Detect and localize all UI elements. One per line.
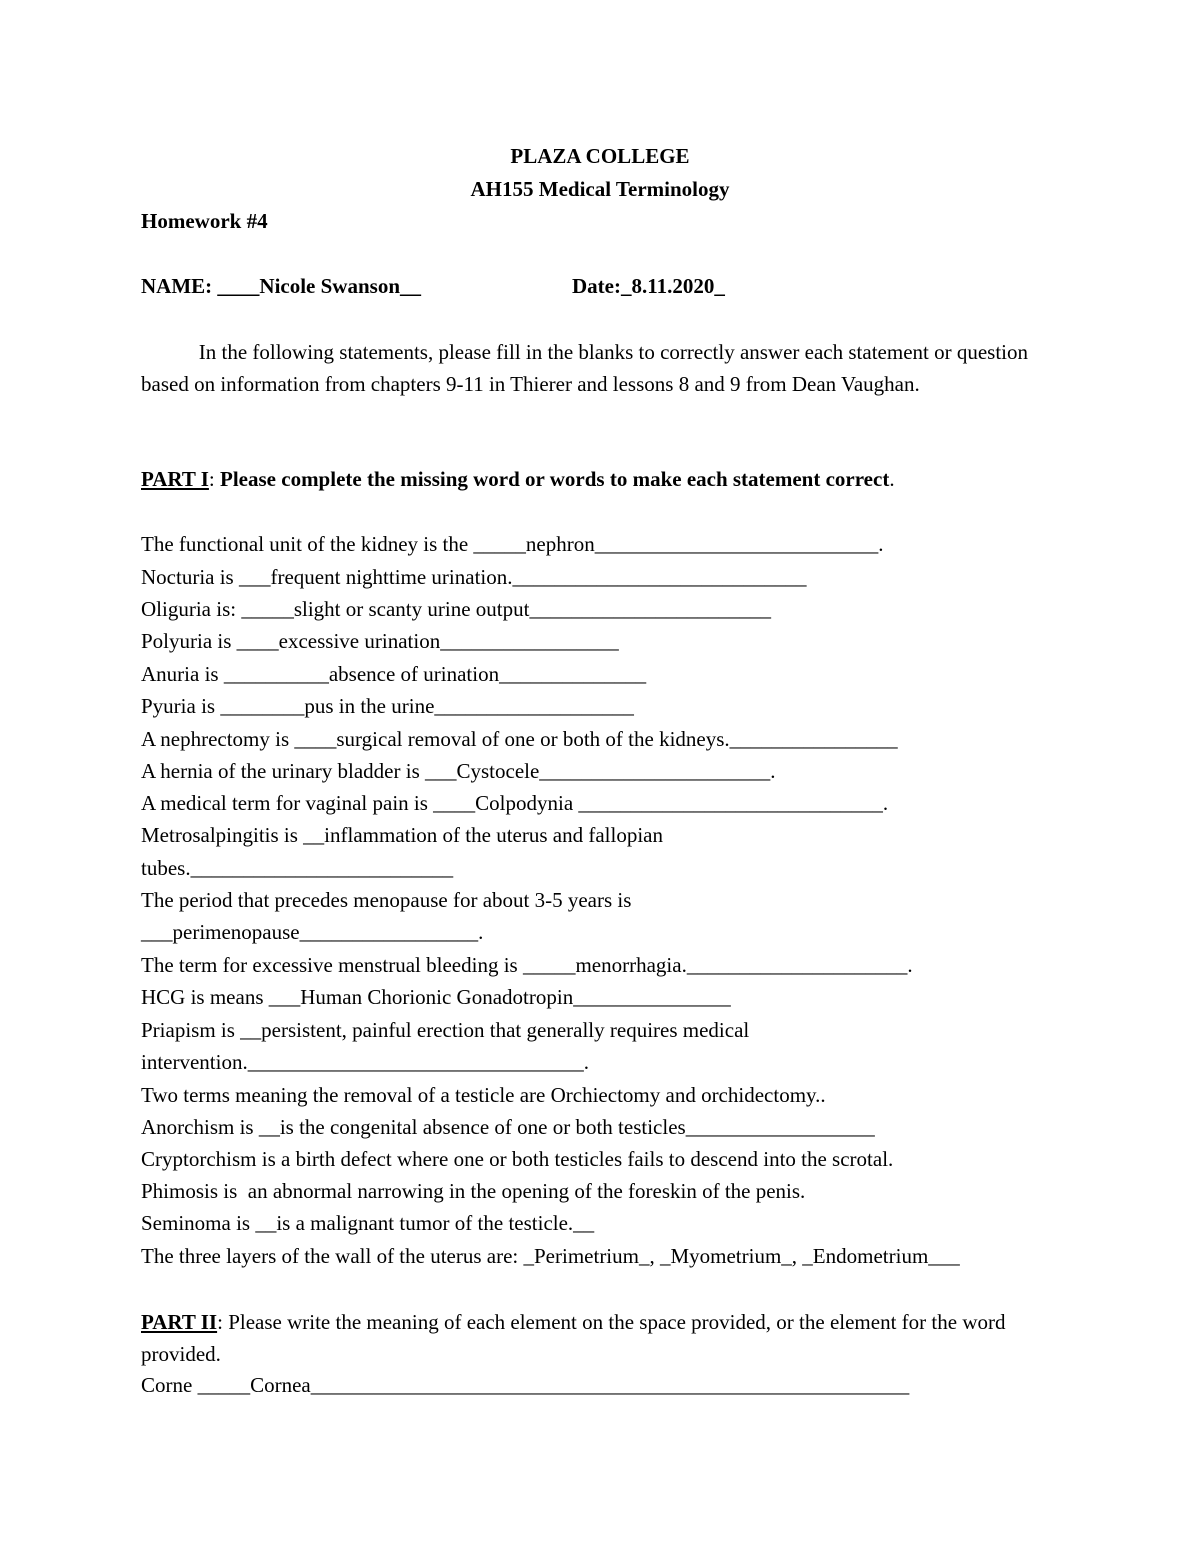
- statement-line: intervention.________________________________.: [141, 1050, 589, 1074]
- element-line: Corne _____Cornea_________________________________________________________: [141, 1373, 910, 1397]
- statement-line: A nephrectomy is ____surgical removal of one or both of the kidneys.________________: [141, 727, 898, 751]
- statement-line: Two terms meaning the removal of a testicle are Orchiectomy and orchidectomy..: [141, 1083, 826, 1107]
- statement-line: Metrosalpingitis is __inflammation of the uterus and fallopian: [141, 823, 663, 847]
- statement-line: Pyuria is ________pus in the urine___________________: [141, 694, 634, 718]
- statement-line: ___perimenopause_________________.: [141, 920, 484, 944]
- college-title: PLAZA COLLEGE: [510, 144, 690, 168]
- part1-heading: [141, 465, 895, 493]
- statement-line: Phimosis is an abnormal narrowing in the opening of the foreskin of the penis.: [141, 1179, 806, 1203]
- instructions-paragraph: [141, 336, 1066, 400]
- statement-line: A medical term for vaginal pain is ____Colpodynia _____________________________.: [141, 791, 889, 815]
- statement-line: The three layers of the wall of the uterus are: _Perimetrium_, _Myometrium_, _Endometrium___: [141, 1244, 960, 1268]
- statement-line: HCG is means ___Human Chorionic Gonadotropin_______________: [141, 985, 731, 1009]
- part1-instruction: Please complete the missing word or words to make each statement correct: [220, 467, 890, 491]
- name-field: NAME: ____Nicole Swanson__: [141, 274, 422, 298]
- part2-paragraph: [141, 1306, 1066, 1370]
- statement-line: Oliguria is: _____slight or scanty urine output_______________________: [141, 597, 771, 621]
- statement-line: The functional unit of the kidney is the _____nephron___________________________.: [141, 532, 884, 556]
- statement-line: The period that precedes menopause for about 3-5 years is: [141, 888, 632, 912]
- date-field: Date:_8.11.2020_: [572, 274, 725, 298]
- homework-label: Homework #4: [141, 209, 268, 233]
- statement-line: Anorchism is __is the congenital absence of one or both testicles__________________: [141, 1115, 875, 1139]
- statement-line: Anuria is __________absence of urination______________: [141, 662, 647, 686]
- part1-label: PART I: [141, 467, 209, 491]
- statement-line: Cryptorchism is a birth defect where one or both testicles fails to descend into the scrotal.: [141, 1147, 894, 1171]
- instructions-indent: [141, 340, 199, 364]
- statement-line: Priapism is __persistent, painful erection that generally requires medical: [141, 1018, 750, 1042]
- statement-line: tubes._________________________: [141, 856, 454, 880]
- statement-line: The term for excessive menstrual bleeding is _____menorrhagia._____________________.: [141, 953, 913, 977]
- course-title: AH155 Medical Terminology: [470, 177, 730, 201]
- statement-line: A hernia of the urinary bladder is ___Cystocele______________________.: [141, 759, 776, 783]
- statement-line: Polyuria is ____excessive urination_________________: [141, 629, 619, 653]
- statement-line: Nocturia is ___frequent nighttime urination.____________________________: [141, 565, 807, 589]
- part2-colon: :: [217, 1310, 229, 1334]
- instructions-text: In the following statements, please fill in the blanks to correctly answer each statement or question based on information from chapters 9-11 in Thierer and lessons 8 and 9 from Dean Vaughan.: [141, 340, 1029, 396]
- part2-label: PART II: [141, 1310, 218, 1334]
- part1-heading-period: .: [889, 467, 895, 491]
- part2-instruction: Please write the meaning of each element on the space provided, or the element for the word provided.: [141, 1310, 1006, 1366]
- part1-colon: :: [208, 467, 221, 491]
- statement-line: Seminoma is __is a malignant tumor of the testicle.__: [141, 1211, 595, 1235]
